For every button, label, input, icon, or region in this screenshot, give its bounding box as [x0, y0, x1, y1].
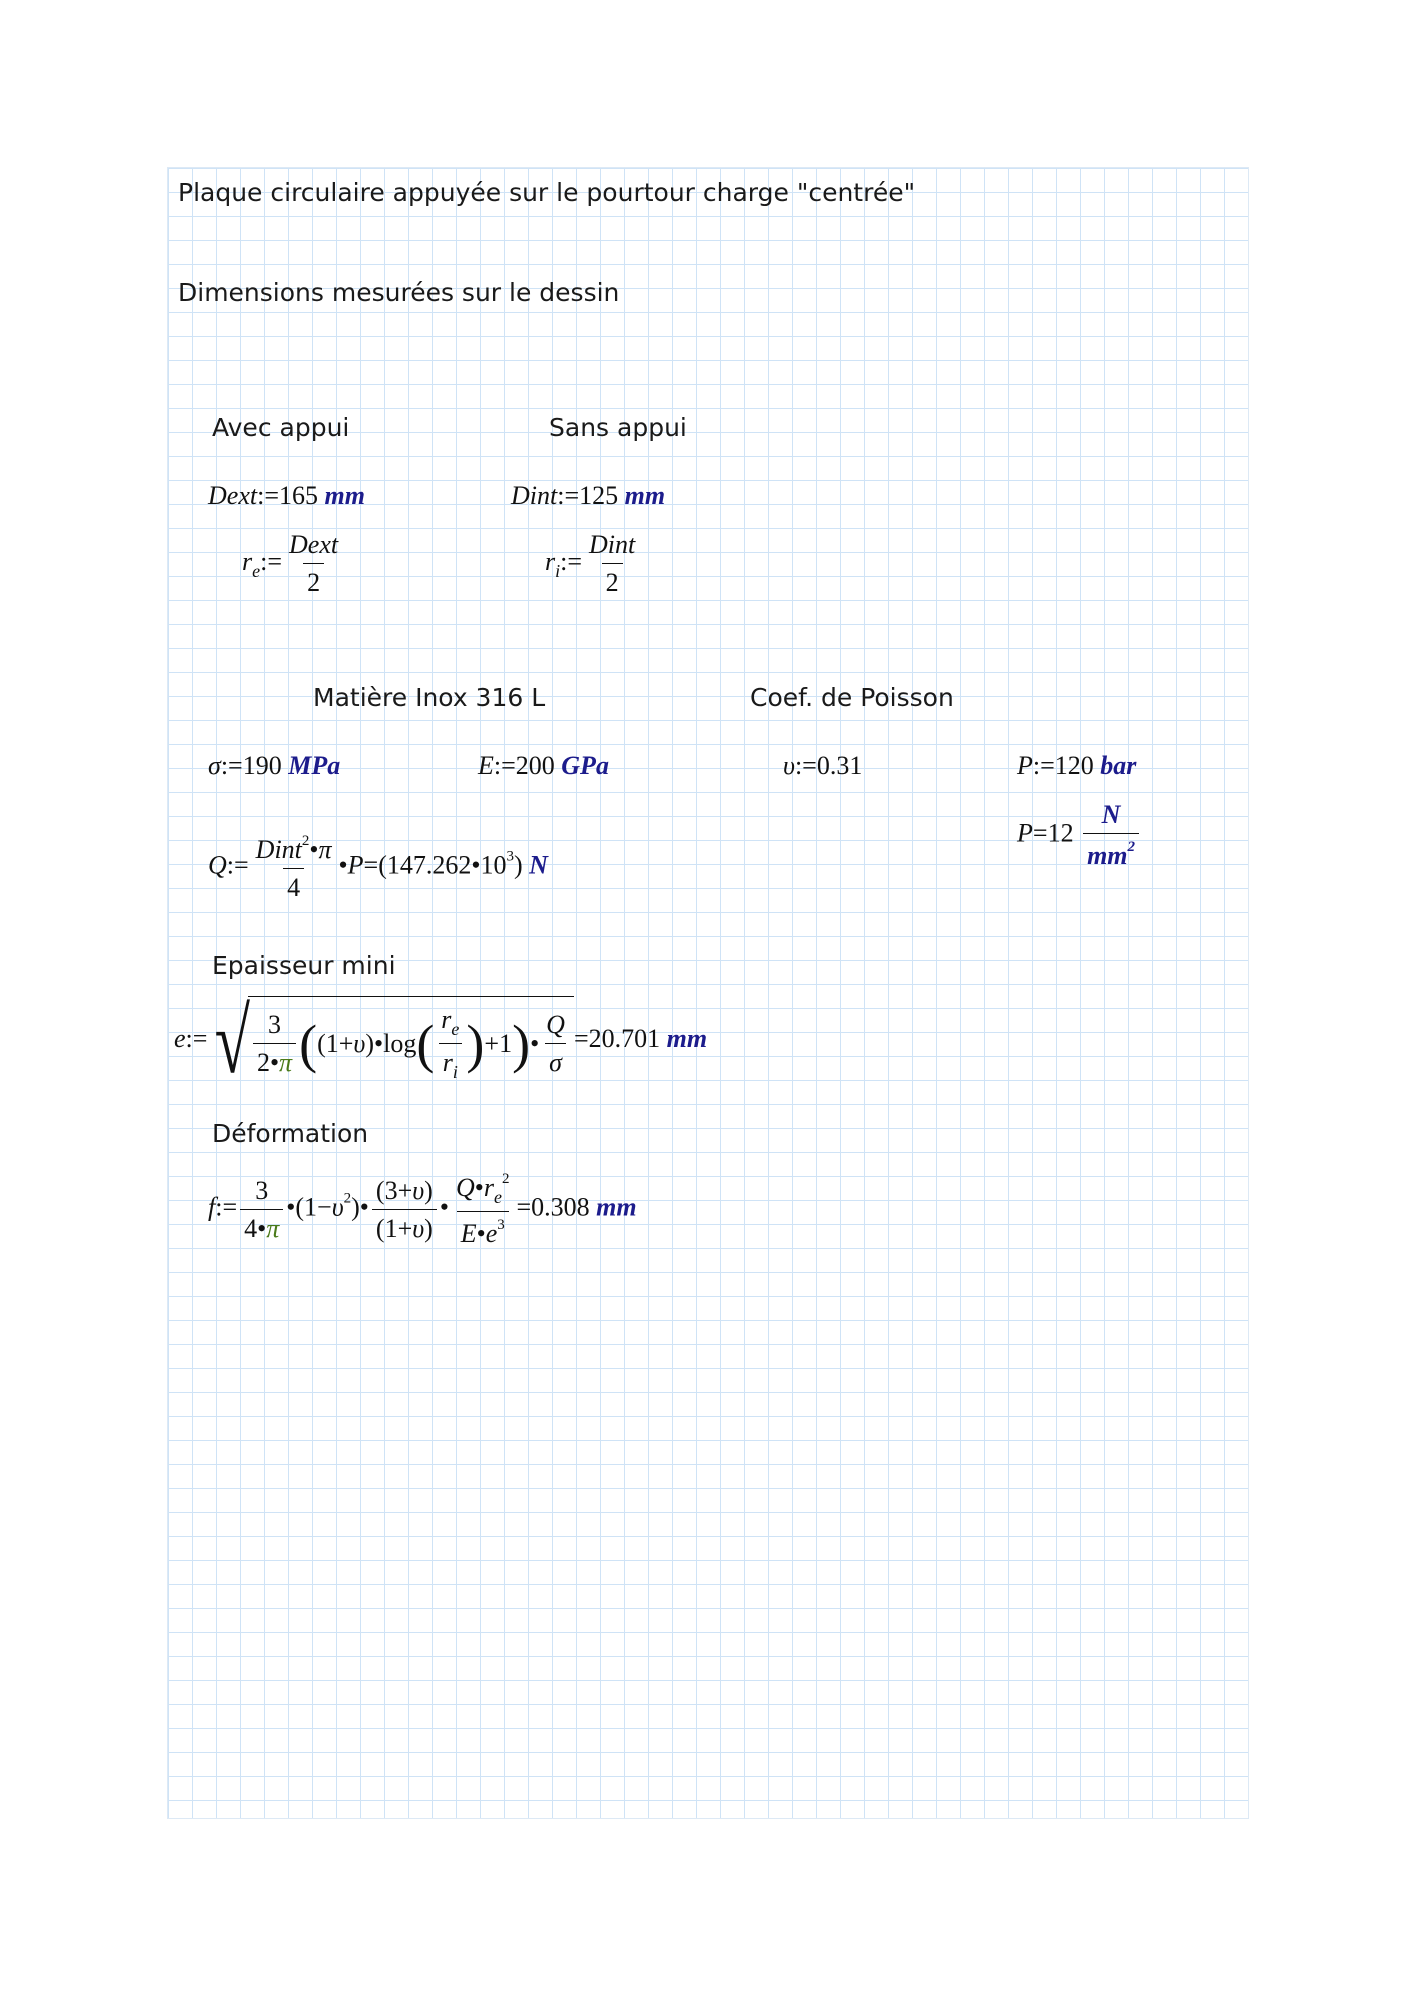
dint-definition[interactable]: Dint:=125 mm: [511, 481, 666, 510]
epaisseur-label: Epaisseur mini: [212, 951, 396, 980]
avec-appui-label: Avec appui: [212, 413, 350, 442]
deflection-formula[interactable]: f:= $\frac{3}{4•\pi}$ $•(1-\upsilon^2)•$ $\frac{(3+\upsilon)}{(1+\upsilon)}$ • $\frac{Q•r_e^2}{E•e^3}$ =0.308 mm: [208, 1171, 637, 1248]
worksheet-title: Plaque circulaire appuyée sur le pourtour charge "centrée": [178, 178, 916, 207]
poisson-label: Coef. de Poisson: [750, 683, 954, 712]
thickness-formula[interactable]: e:= √ $\frac{3}{2•\pi}$ ( (1+ υ )•log ( $\frac{r_e}{r_i}$ ) +1 ) • $\frac{Q}{\sigma}$ =20.701 mm: [174, 990, 708, 1092]
dimensions-heading: Dimensions mesurées sur le dessin: [178, 278, 620, 307]
deformation-label: Déformation: [212, 1119, 369, 1148]
pressure-definition[interactable]: P:=120 bar: [1017, 751, 1137, 780]
poisson-definition[interactable]: υ:=0.31: [783, 751, 863, 780]
re-definition[interactable]: $r_e:=$ $\frac{\text{Dext}}{2}$: [242, 530, 339, 597]
material-label: Matière Inox 316 L: [313, 683, 546, 712]
sans-appui-label: Sans appui: [549, 413, 687, 442]
dext-definition[interactable]: Dext:=165 mm: [208, 481, 365, 510]
pressure-converted[interactable]: P=12 $\frac{N}{mm^2}$: [1017, 802, 1142, 869]
young-modulus-definition[interactable]: E:=200 GPa: [478, 751, 609, 780]
sigma-definition[interactable]: σ:=190 MPa: [208, 751, 341, 780]
q-force-formula[interactable]: Q:= $\frac{Dint^2•\pi}{4}$ $•P=(147.262•10^3)$ N: [208, 833, 548, 902]
ri-definition[interactable]: $r_i:=$ $\frac{\text{Dint}}{2}$: [545, 530, 636, 597]
